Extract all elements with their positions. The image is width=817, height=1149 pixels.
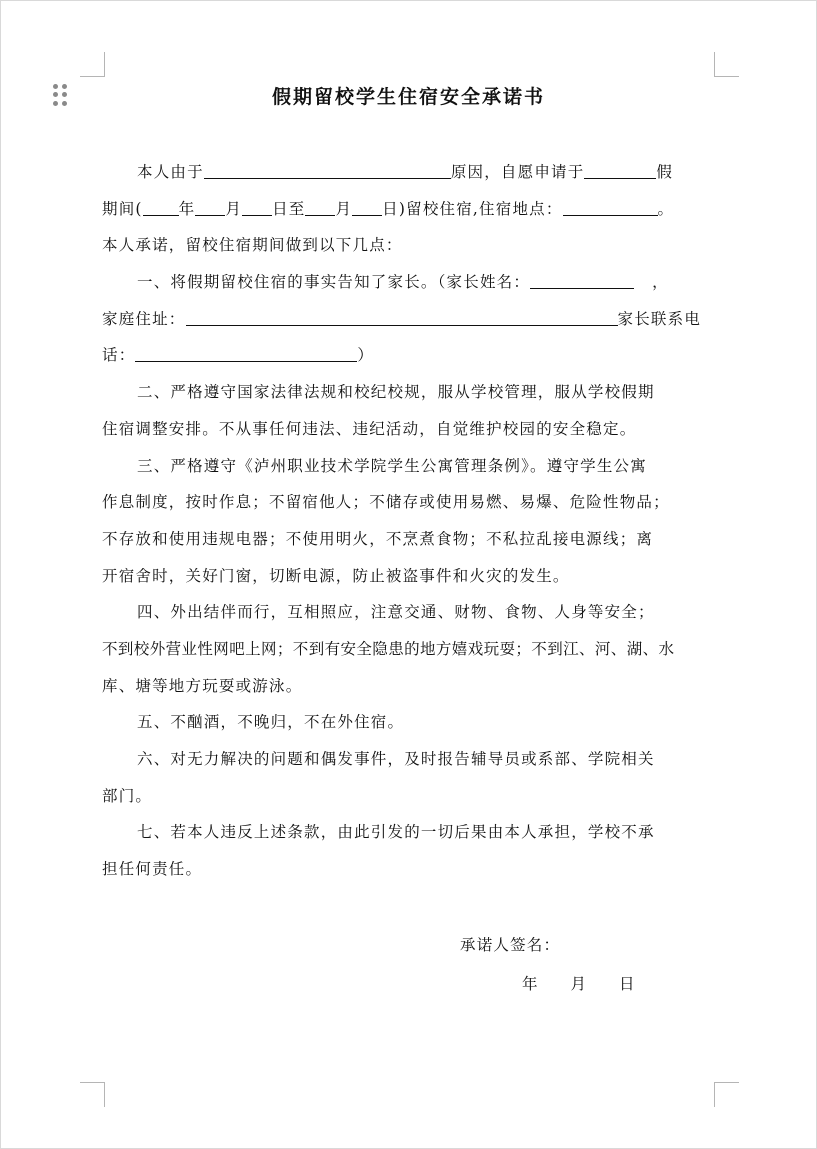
parent-name-blank[interactable]	[530, 268, 634, 289]
document-body	[102, 157, 713, 891]
item-7-line-2: 担任何责任。	[102, 860, 203, 879]
text: ）	[357, 346, 375, 365]
text: 一、将假期留校住宿的事实告知了家长。（家长姓名：	[137, 273, 531, 292]
signature-date	[522, 972, 668, 994]
month-to-blank[interactable]	[305, 195, 335, 216]
text: 月	[225, 199, 243, 218]
holiday-blank[interactable]	[584, 158, 656, 179]
day-from-blank[interactable]	[242, 195, 272, 216]
signature-label: 承诺人签名：	[460, 936, 561, 954]
text: 期间(	[102, 199, 143, 218]
reason-blank[interactable]	[204, 158, 451, 179]
text: 本人由于	[137, 163, 204, 181]
text: 家长联系电	[617, 309, 702, 328]
date-day-label: 日	[619, 975, 635, 993]
item-3-line-1: 三、严格遵守《泸州职业技术学院学生公寓管理条例》。遵守学生公寓	[137, 456, 647, 475]
paragraph-intro-line-2	[102, 194, 713, 231]
dorm-location-blank[interactable]	[563, 195, 658, 216]
text: 月	[335, 199, 353, 218]
date-month-label: 月	[570, 975, 587, 993]
item-6-line-1: 六、对无力解决的问题和偶发事件，及时报告辅导员或系部、学院相关	[137, 750, 655, 768]
item-3-line-4: 开宿舍时，关好门窗，切断电源，防止被盗事件和火灾的发生。	[102, 566, 570, 585]
item-7-line-1: 七、若本人违反上述条款，由此引发的一切后果由本人承担，学校不承	[137, 823, 655, 842]
text: 假	[656, 163, 674, 181]
text: 家庭住址：	[102, 309, 186, 328]
item-5-line-1: 五、不酗酒，不晚归，不在外住宿。	[137, 713, 405, 732]
year-blank[interactable]	[143, 195, 179, 216]
drag-handle-icon[interactable]	[53, 84, 67, 106]
item-3-line-3: 不存放和使用违规电器；不使用明火，不烹煮食物；不私拉乱接电源线；离	[102, 529, 654, 548]
month-from-blank[interactable]	[195, 195, 225, 216]
item-6-line-2: 部门。	[102, 786, 153, 805]
item-4-line-1: 四、外出结伴而行，互相照应，注意交通、财物、食物、人身等安全；	[137, 603, 655, 622]
item-1-line-3	[102, 340, 713, 377]
paragraph-intro-line-1	[102, 157, 713, 194]
text: 话：	[102, 346, 136, 365]
text: 原因，自愿申请于	[450, 163, 585, 181]
item-1-line-1	[102, 267, 713, 304]
margin-corner-top-left	[80, 52, 105, 77]
item-1-line-2	[102, 304, 713, 341]
date-year-label: 年	[522, 975, 538, 993]
item-4-line-3: 库、塘等地方玩耍或游泳。	[102, 676, 303, 695]
document-title: 假期留校学生住宿安全承诺书	[271, 86, 545, 108]
text: 年	[178, 199, 196, 218]
item-4-line-2: 不到校外营业性网吧上网；不到有安全隐患的地方嬉戏玩耍；不到江、河、湖、水	[102, 639, 675, 658]
text: 日至	[272, 199, 306, 218]
item-3-line-2: 作息制度，按时作息；不留宿他人；不储存或使用易燃、易爆、危险性物品；	[102, 493, 670, 512]
text: 日)留校住宿,住宿地点：	[382, 199, 563, 218]
item-2-line-2: 住宿调整安排。不从事任何违法、违纪活动，自觉维护校园的安全稳定。	[102, 419, 637, 438]
parent-phone-blank[interactable]	[135, 341, 357, 362]
text: ，	[652, 273, 669, 292]
item-2-line-1: 二、严格遵守国家法律法规和校纪校规，服从学校管理，服从学校假期	[137, 383, 655, 402]
paragraph-intro-line-3: 本人承诺，留校住宿期间做到以下几点：	[102, 236, 403, 255]
text: 。	[657, 199, 675, 218]
home-address-blank[interactable]	[186, 305, 618, 326]
day-to-blank[interactable]	[352, 195, 382, 216]
margin-corner-top-right	[714, 52, 739, 77]
margin-corner-bottom-left	[80, 1082, 105, 1107]
margin-corner-bottom-right	[714, 1082, 739, 1107]
